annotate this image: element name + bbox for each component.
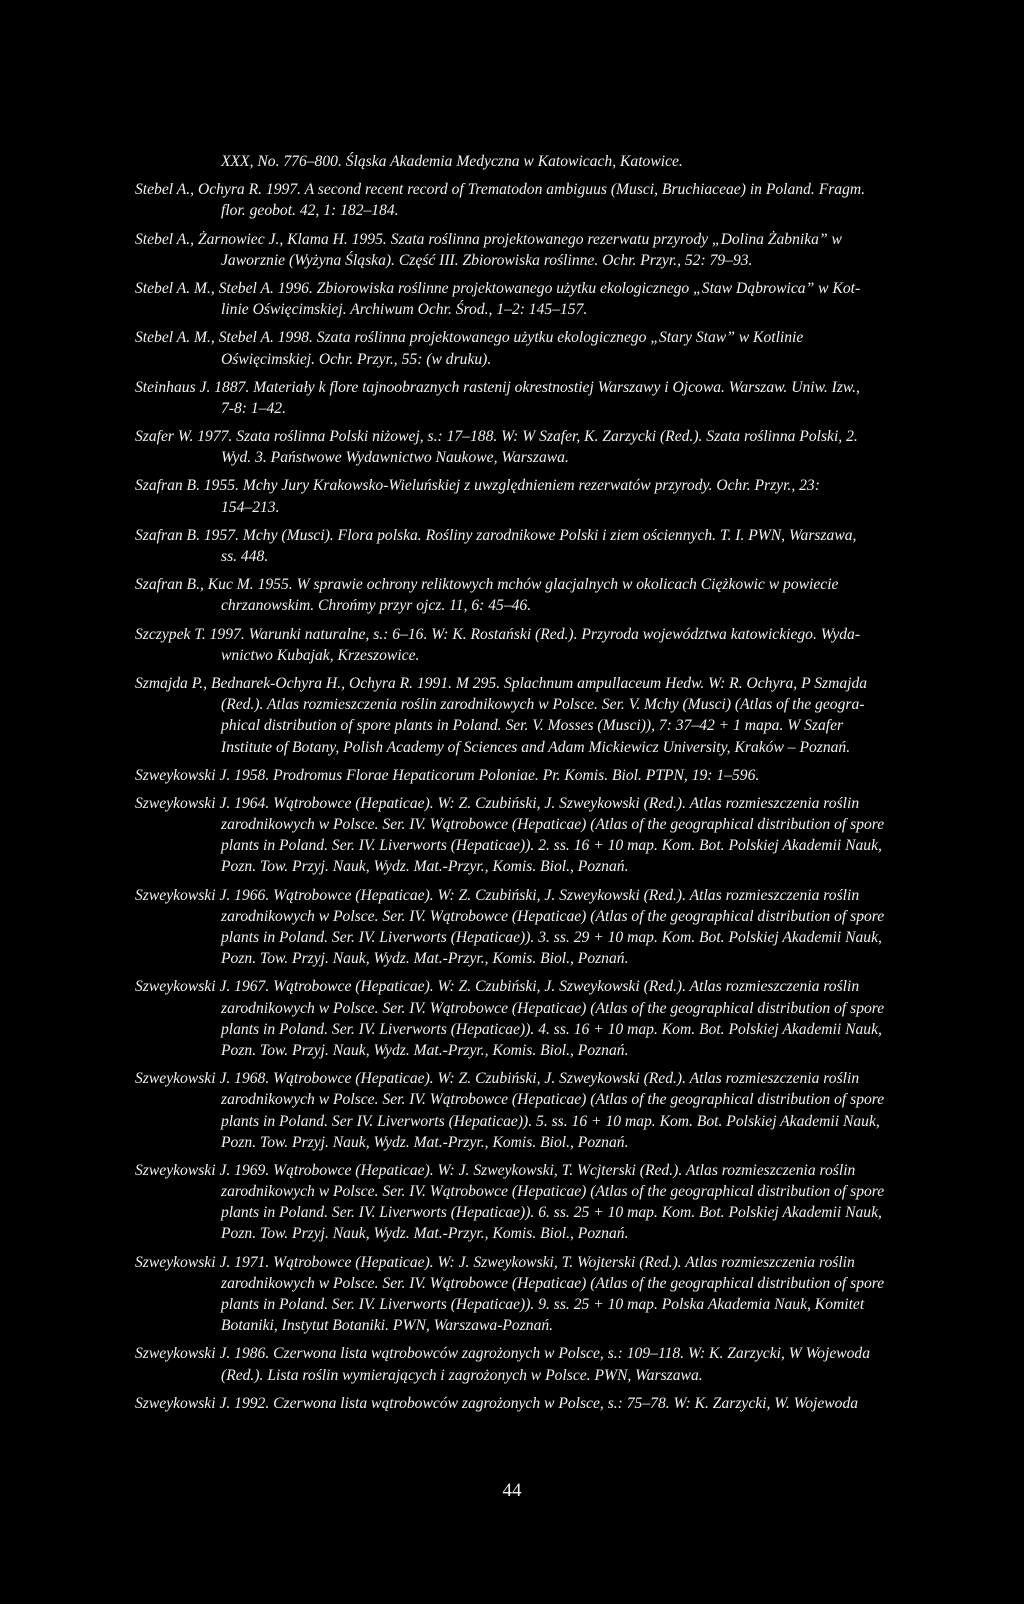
- reference-entry: [0, 1393, 1024, 1414]
- reference-entry: [0, 278, 1024, 320]
- reference-entry: [0, 179, 1024, 221]
- reference-line: Stebel A. M., Stebel A. 1996. Zbiorowiska roślinne projektowanego użytku ekologicznego „Staw Dąbrowica” w Kot-: [135, 279, 861, 297]
- reference-continuation-line: plants in Poland. Ser IV. Liverworts (Hepaticae)). 5. ss. 16 + 10 map. Kom. Bot. Polskiej Akademii Nauk,: [221, 1112, 880, 1130]
- reference-continuation-line: Pozn. Tow. Przyj. Nauk, Wydz. Mat.-Przyr., Komis. Biol., Poznań.: [221, 950, 629, 968]
- reference-line: Stebel A., Ochyra R. 1997. A second recent record of Trematodon ambiguus (Musci, Bruchiaceae) in Poland. Fragm.: [135, 181, 866, 199]
- reference-continuation-line: phical distribution of spore plants in Poland. Ser. V. Mosses (Musci)), 7: 37–42 + 1 mapa. W Szafer: [221, 717, 844, 735]
- reference-line: Stebel A. M., Stebel A. 1998. Szata roślinna projektowanego użytku ekologicznego „Stary Staw” w Kotlinie: [135, 329, 804, 347]
- reference-line: Steinhaus J. 1887. Materiały k flore tajnoobraznych rastenij okrestnostiej Warszawy i Ojcowa. Warszaw. Uniw. Izw.,: [135, 378, 860, 396]
- reference-entry: [0, 765, 1024, 786]
- reference-continuation-line: Oświęcimskiej. Ochr. Przyr., 55: (w druku).: [221, 350, 492, 368]
- reference-continuation-line: plants in Poland. Ser. IV. Liverworts (Hepaticae)). 3. ss. 29 + 10 map. Kom. Bot. Polskiej Akademii Nauk,: [221, 929, 882, 946]
- reference-continuation-line: zarodnikowych w Polsce. Ser. IV. Wątrobowce (Hepaticae) (Atlas of the geographical distribution of spore: [221, 999, 885, 1017]
- reference-entry: [0, 525, 1024, 567]
- reference-line: Szafer W. 1977. Szata roślinna Polski niżowej, s.: 17–188. W: W Szafer, K. Zarzycki (Red.). Szata roślinna Polski, 2.: [135, 428, 858, 446]
- reference-continuation-line: zarodnikowych w Polsce. Ser. IV. Wątrobowce (Hepaticae) (Atlas of the geographical distribution of spore: [221, 907, 885, 925]
- reference-continuation-line: Institute of Botany, Polish Academy of Sciences and Adam Mickiewicz University, Kraków – Poznań.: [221, 738, 851, 756]
- reference-entry: [0, 475, 1024, 517]
- reference-line: Szafran B. 1957. Mchy (Musci). Flora polska. Rośliny zarodnikowe Polski i ziem ościennych. T. I. PWN, Warszawa,: [135, 526, 857, 544]
- reference-continuation-line: Pozn. Tow. Przyj. Nauk, Wydz. Mat.-Przyr., Komis. Biol., Poznań.: [221, 858, 629, 876]
- reference-continuation-line: plants in Poland. Ser. IV. Liverworts (Hepaticae)). 2. ss. 16 + 10 map. Kom. Bot. Polskiej Akademii Nauk,: [221, 837, 882, 855]
- reference-continuation-line: Pozn. Tow. Przyj. Nauk, Wydz. Mat.-Przyr., Komis. Biol., Poznań.: [221, 1133, 629, 1151]
- reference-continuation-line: Wyd. 3. Państwowe Wydawnictwo Naukowe, Warszawa.: [221, 449, 569, 467]
- reference-continuation-line: flor. geobot. 42, 1: 182–184.: [221, 202, 399, 220]
- reference-entry: [0, 673, 1024, 758]
- reference-line: Szweykowski J. 1969. Wątrobowce (Hepaticae). W: J. Szweykowski, T. Wcjterski (Red.). Atlas rozmieszczenia roślin: [135, 1161, 856, 1179]
- reference-line: Szafran B. 1955. Mchy Jury Krakowsko-Wieluńskiej z uwzględnieniem rezerwatów przyrody. Ochr. Przyr., 23:: [135, 477, 820, 495]
- reference-entry: [0, 426, 1024, 468]
- reference-entry: [0, 229, 1024, 271]
- reference-line: Szweykowski J. 1968. Wątrobowce (Hepaticae). W: Z. Czubiński, J. Szweykowski (Red.). Atlas rozmieszczenia roślin: [135, 1070, 860, 1088]
- reference-line: Szweykowski J. 1964. Wątrobowce (Hepaticae). W: Z. Czubiński, J. Szweykowski (Red.). Atlas rozmieszczenia roślin: [135, 794, 860, 812]
- reference-continuation-line: ss. 448.: [221, 548, 269, 565]
- reference-continuation-line: zarodnikowych w Polsce. Ser. IV. Wątrobowce (Hepaticae) (Atlas of the geographical distribution of spore: [221, 1183, 885, 1201]
- reference-entry: [0, 1343, 1024, 1385]
- reference-continuation-line: Botaniki, Instytut Botaniki. PWN, Warszawa-Poznań.: [221, 1317, 554, 1335]
- reference-line: Szczypek T. 1997. Warunki naturalne, s.: 6–16. W: K. Rostański (Red.). Przyroda województwa katowickiego. Wyda-: [135, 625, 861, 643]
- reference-continuation-line: (Red.). Atlas rozmieszczenia roślin zarodnikowych w Polsce. Ser. V. Mchy (Musci) (Atlas of the geogra-: [221, 696, 865, 714]
- reference-line: Szweykowski J. 1966. Wątrobowce (Hepaticae). W: Z. Czubiński, J. Szweykowski (Red.). Atlas rozmieszczenia roślin: [135, 886, 860, 904]
- reference-continuation-line: zarodnikowych w Polsce. Ser. IV. Wątrobowce (Hepaticae) (Atlas of the geographical distribution of spore: [221, 1274, 885, 1292]
- reference-continuation-line: plants in Poland. Ser. IV. Liverworts (Hepaticae)). 9. ss. 25 + 10 map. Polska Akademia Nauk, Komitet: [221, 1296, 865, 1313]
- reference-continuation-line: zarodnikowych w Polsce. Ser. IV. Wątrobowce (Hepaticae) (Atlas of the geographical distribution of spore: [221, 1091, 885, 1109]
- reference-entry: [0, 151, 1024, 172]
- reference-continuation-line: 154–213.: [221, 498, 280, 516]
- reference-entry: [0, 1252, 1024, 1337]
- reference-line: Szweykowski J. 1958. Prodromus Florae Hepaticorum Poloniae. Pr. Komis. Biol. PTPN, 19: 1–596.: [135, 766, 760, 784]
- reference-entry: [0, 1160, 1024, 1245]
- reference-continuation-line: Pozn. Tow. Przyj. Nauk, Wydz. Mat.-Przyr., Komis. Biol., Poznań.: [221, 1041, 629, 1059]
- reference-line: Szweykowski J. 1971. Wątrobowce (Hepaticae). W: J. Szweykowski, T. Wojterski (Red.). Atlas rozmieszczenia roślin: [135, 1253, 855, 1271]
- page-number: 44: [502, 1480, 522, 1501]
- reference-entry: [0, 377, 1024, 419]
- reference-line: XXX, No. 776–800. Śląska Akademia Medyczna w Katowicach, Katowice.: [221, 153, 683, 170]
- reference-entry: [0, 793, 1024, 878]
- reference-continuation-line: (Red.). Lista roślin wymierających i zagrożonych w Polsce. PWN, Warszawa.: [221, 1366, 703, 1384]
- reference-continuation-line: zarodnikowych w Polsce. Ser. IV. Wątrobowce (Hepaticae) (Atlas of the geographical distribution of spore: [221, 816, 885, 834]
- reference-entry: [0, 574, 1024, 616]
- reference-entry: [0, 624, 1024, 666]
- reference-line: Stebel A., Żarnowiec J., Klama H. 1995. Szata roślinna projektowanego rezerwatu przyrody „Dolina Żabnika” w: [135, 230, 842, 248]
- reference-line: Szmajda P., Bednarek-Ochyra H., Ochyra R. 1991. M 295. Splachnum ampullaceum Hedw. W: R. Ochyra, P Szmajda: [135, 674, 868, 692]
- reference-entry: [0, 327, 1024, 369]
- reference-continuation-line: linie Oświęcimskiej. Archiwum Ochr. Środ., 1–2: 145–157.: [221, 301, 588, 319]
- reference-continuation-line: 7-8: 1–42.: [221, 399, 286, 417]
- reference-continuation-line: wnictwo Kubajak, Krzeszowice.: [221, 646, 420, 664]
- reference-continuation-line: chrzanowskim. Chrońmy przyr ojcz. 11, 6: 45–46.: [221, 597, 532, 615]
- reference-line: Szweykowski J. 1967. Wątrobowce (Hepaticae). W: Z. Czubiński, J. Szweykowski (Red.). Atlas rozmieszczenia roślin: [135, 978, 860, 996]
- reference-line: Szafran B., Kuc M. 1955. W sprawie ochrony reliktowych mchów glacjalnych w okolicach Ciężkowic w powiecie: [135, 576, 839, 594]
- reference-entry: [0, 976, 1024, 1061]
- reference-continuation-line: Pozn. Tow. Przyj. Nauk, Wydz. Mat.-Przyr., Komis. Biol., Poznań.: [221, 1225, 629, 1243]
- reference-entry: [0, 885, 1024, 970]
- reference-list: [0, 151, 1024, 1421]
- reference-continuation-line: plants in Poland. Ser. IV. Liverworts (Hepaticae)). 4. ss. 16 + 10 map. Kom. Bot. Polskiej Akademii Nauk,: [221, 1020, 882, 1038]
- reference-continuation-line: plants in Poland. Ser. IV. Liverworts (Hepaticae)). 6. ss. 25 + 10 map. Kom. Bot. Polskiej Akademii Nauk,: [221, 1204, 882, 1222]
- reference-line: Szweykowski J. 1992. Czerwona lista wątrobowców zagrożonych w Polsce, s.: 75–78. W: K. Zarzycki, W. Wojewoda: [135, 1394, 859, 1412]
- reference-entry: [0, 1068, 1024, 1153]
- reference-continuation-line: Jaworznie (Wyżyna Śląska). Część III. Zbiorowiska roślinne. Ochr. Przyr., 52: 79–93.: [221, 251, 753, 269]
- reference-line: Szweykowski J. 1986. Czerwona lista wątrobowców zagrożonych w Polsce, s.: 109–118. W: K. Zarzycki, W Wojewoda: [135, 1345, 871, 1363]
